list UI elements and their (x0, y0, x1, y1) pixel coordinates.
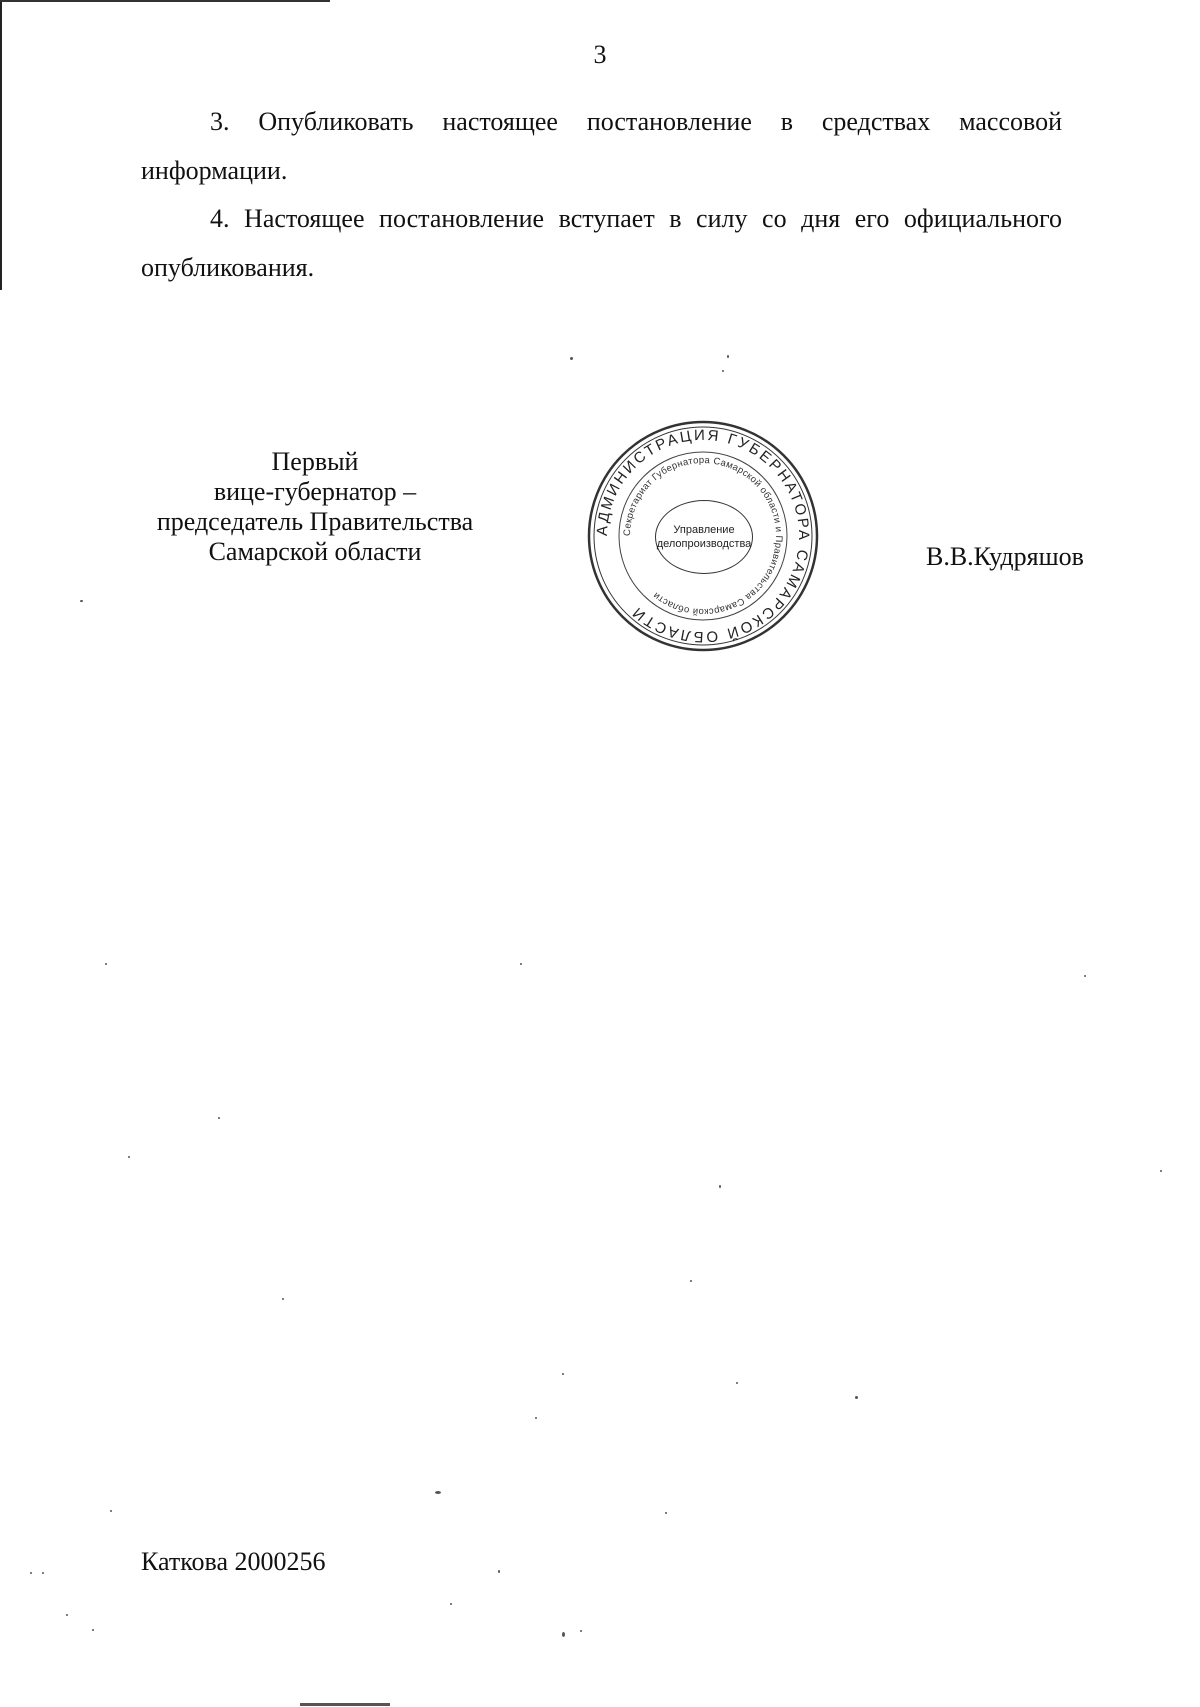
scan-speck (435, 1491, 441, 1494)
paragraph-effective-date: 4. Настоящее постановление вступает в силу со дня его официального опубликования. (141, 204, 1062, 282)
scan-speck (727, 355, 729, 358)
signer-title (130, 447, 500, 567)
scan-speck (80, 600, 83, 602)
scan-speck (562, 1373, 564, 1375)
scan-speck (562, 1632, 565, 1637)
scan-speck (855, 1396, 858, 1399)
seal-center-line: делопроизводства (656, 538, 752, 550)
seal-inner-text: Секретариат Губернатора Самарской области и Правительства Самарской области (621, 454, 785, 618)
scan-speck (1084, 975, 1086, 977)
scan-edge-bottom (300, 1703, 390, 1706)
signer-title-line: председатель Правительства (156, 507, 474, 536)
scan-speck (110, 1510, 112, 1512)
paragraph-publication: 3. Опубликовать настоящее постановление в средствах массовой информации. (141, 107, 1062, 185)
signer-title-line: Самарской области (208, 537, 422, 566)
scan-speck (92, 1629, 94, 1631)
page-number: 3 (593, 40, 607, 69)
seal-center (655, 500, 753, 574)
signer-title-line: Первый (271, 447, 359, 476)
scan-speck (105, 963, 107, 965)
scan-speck (665, 1512, 667, 1514)
scan-edge-top (0, 0, 330, 2)
scan-speck (520, 963, 522, 965)
scan-speck (580, 1630, 582, 1632)
seal-center-line: Управление (673, 524, 735, 536)
scan-speck (570, 357, 573, 360)
seal-outer-text: АДМИНИСТРАЦИЯ ГУБЕРНАТОРА САМАРСКОЙ ОБЛАСТИ (593, 426, 813, 646)
scan-speck (690, 1280, 692, 1282)
scan-speck (722, 370, 724, 372)
scan-speck (719, 1185, 721, 1188)
signer-name: В.В.Кудряшов (926, 542, 1084, 571)
scan-speck (535, 1417, 537, 1419)
scan-speck (450, 1603, 452, 1605)
signer-title-line: вице-губернатор – (213, 477, 417, 506)
scan-speck (282, 1298, 284, 1300)
scan-speck (498, 1570, 500, 1573)
executor-contact: Каткова 2000256 (141, 1547, 326, 1576)
scan-speck (736, 1382, 738, 1384)
scan-speck (128, 1156, 130, 1158)
scan-speck (1160, 1170, 1162, 1172)
official-seal-stamp (585, 418, 821, 654)
scan-speck (42, 1572, 44, 1574)
scan-speck (30, 1572, 32, 1574)
scan-speck (218, 1117, 220, 1119)
scan-speck (66, 1614, 68, 1616)
